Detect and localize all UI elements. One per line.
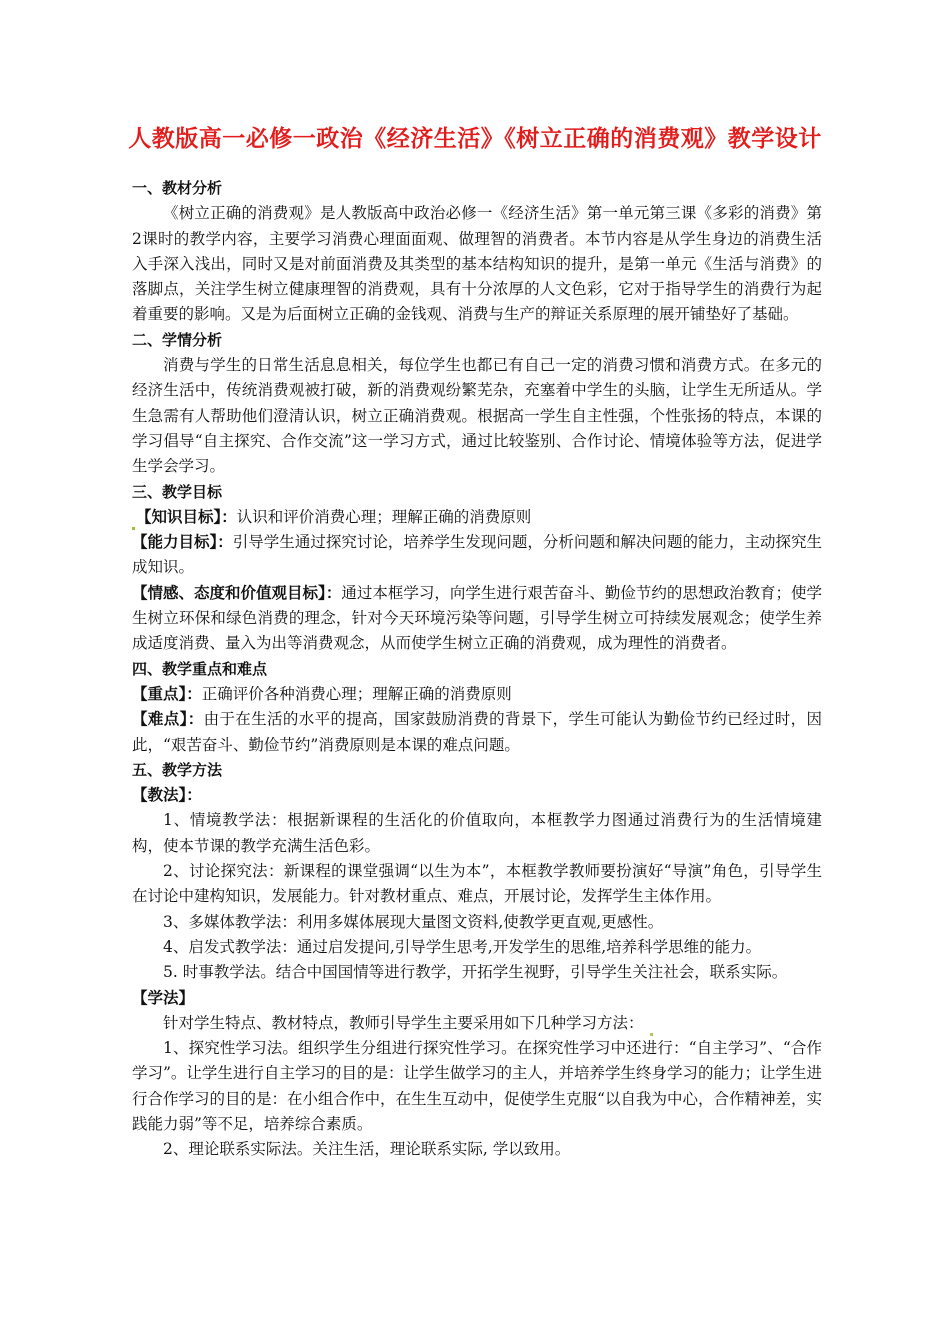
key-point-text: 正确评价各种消费心理；理解正确的消费原则 [201, 684, 512, 703]
learning-method-item: 1、探究性学习法。组织学生分组进行探究性学习。在探究性学习中还进行：“自主学习”、“合作学习”。让学生进行自主学习的目的是：让学生做学习的主人，并培养学生终身学习的能力；让学生进行合作学习的目的是：在小组合作中，在生生互动中，促使学生克服“以自我为中心，合作精神差，实践能力弱”等不足，培养综合素质。 [132, 1039, 822, 1133]
section-heading-textbook-analysis: 一、教材分析 [132, 179, 223, 197]
key-point [132, 682, 822, 707]
teaching-method-item: 5. 时事教学法。结合中国国情等进行教学，开拓学生视野，引导学生关注社会，联系实际。 [163, 963, 788, 982]
goal-ability [132, 530, 822, 581]
learning-method-intro [132, 1011, 822, 1036]
learning-method-label: 【学法】 [132, 988, 195, 1007]
section-heading-teaching-goals: 三、教学目标 [132, 482, 223, 501]
goal-emotion [132, 581, 822, 657]
difficult-point-text: 由于在生活的水平的提高，国家鼓励消费的背景下，学生可能认为勤俭节约已经过时，因此，“艰苦奋斗、勤俭节约”消费原则是本课的难点问题。 [132, 710, 822, 754]
goal-knowledge [132, 505, 822, 530]
teaching-method-item: 3、多媒体教学法：利用多媒体展现大量图文资料,使教学更直观,更感性。 [163, 912, 664, 931]
section-heading-student-analysis: 二、学情分析 [132, 330, 223, 349]
paragraph-student-analysis: 消费与学生的日常生活息息相关，每位学生也都已有自己一定的消费习惯和消费方式。在多元的经济生活中，传统消费观被打破，新的消费观纷繁芜杂，充塞着中学生的头脑，让学生无所适从。学生急需有人帮助他们澄清认识，树立正确消费观。根据高一学生自主性强，个性张扬的特点，本课的学习倡导“自主探究、合作交流”这一学习方式，通过比较鉴别、合作讨论、情境体验等方法，促进学生学会学习。 [132, 356, 822, 476]
goal-ability-text: 引导学生通过探究讨论，培养学生发现问题，分析问题和解决问题的能力，主动探究生成知识。 [132, 533, 822, 577]
teaching-method-item: 2、讨论探究法：新课程的课堂强调“以生为本”，本框教学教师要扮演好“导演”角色，引导学生在讨论中建构知识，发展能力。针对教材重点、难点，开展讨论，发挥学生主体作用。 [132, 862, 822, 906]
paragraph-textbook-analysis: 《树立正确的消费观》是人教版高中政治必修一《经济生活》第一单元第三课《多彩的消费》第2课时的教学内容，主要学习消费心理面面观、做理智的消费者。本节内容是从学生身边的消费生活入手深入浅出，同时又是对前面消费及其类型的基本结构知识的提升，是第一单元《生活与消费》的落脚点，关注学生树立健康理智的消费观，具有十分浓厚的人文色彩，它对于指导学生的消费行为起着重要的影响。又是为后面树立正确的金钱观、消费与生产的辩证关系原理的展开铺垫好了基础。 [132, 204, 822, 324]
section-heading-key-points: 四、教学重点和难点 [132, 659, 268, 678]
learning-method-item: 2、理论联系实际法。关注生活，理论联系实际, 学以致用。 [163, 1140, 571, 1159]
teaching-method-label: 【教法】： [132, 786, 202, 805]
teaching-method-item: 1、情境教学法：根据新课程的生活化的价值取向，本框教学力图通过消费行为的生活情境建构，使本节课的教学充满生活色彩。 [132, 811, 822, 855]
goal-ability-label: 【能力目标】： [132, 533, 233, 552]
section-heading-teaching-methods: 五、教学方法 [132, 760, 223, 779]
goal-emotion-label: 【情感、态度和价值观目标】： [132, 583, 342, 602]
document-title: 人教版高一必修一政治《经济生活》《树立正确的消费观》教学设计 [128, 126, 822, 152]
key-point-label: 【重点】： [132, 684, 202, 703]
goal-emotion-text: 通过本框学习，向学生进行艰苦奋斗、勤俭节约的思想政治教育；使学生树立环保和绿色消费的理念，针对今天环境污染等问题，引导学生树立可持续发展观念；使学生养成适度消费、量入为出等消费观念，从而使学生树立正确的消费观，成为理性的消费者。 [132, 583, 822, 653]
document-body [132, 176, 822, 1163]
difficult-point-label: 【难点】： [132, 710, 204, 729]
teaching-method-item: 4、启发式教学法：通过启发提问,引导学生思考,开发学生的思维,培养科学思维的能力。 [163, 937, 762, 956]
difficult-point [132, 707, 822, 758]
learning-method-intro-text: 针对学生特点、教材特点，教师引导学生主要采用如下几种学习方法： [163, 1013, 644, 1032]
goal-knowledge-label: 【知识目标】： [136, 507, 237, 526]
goal-knowledge-text: 认识和评价消费心理；理解正确的消费原则 [236, 507, 532, 526]
